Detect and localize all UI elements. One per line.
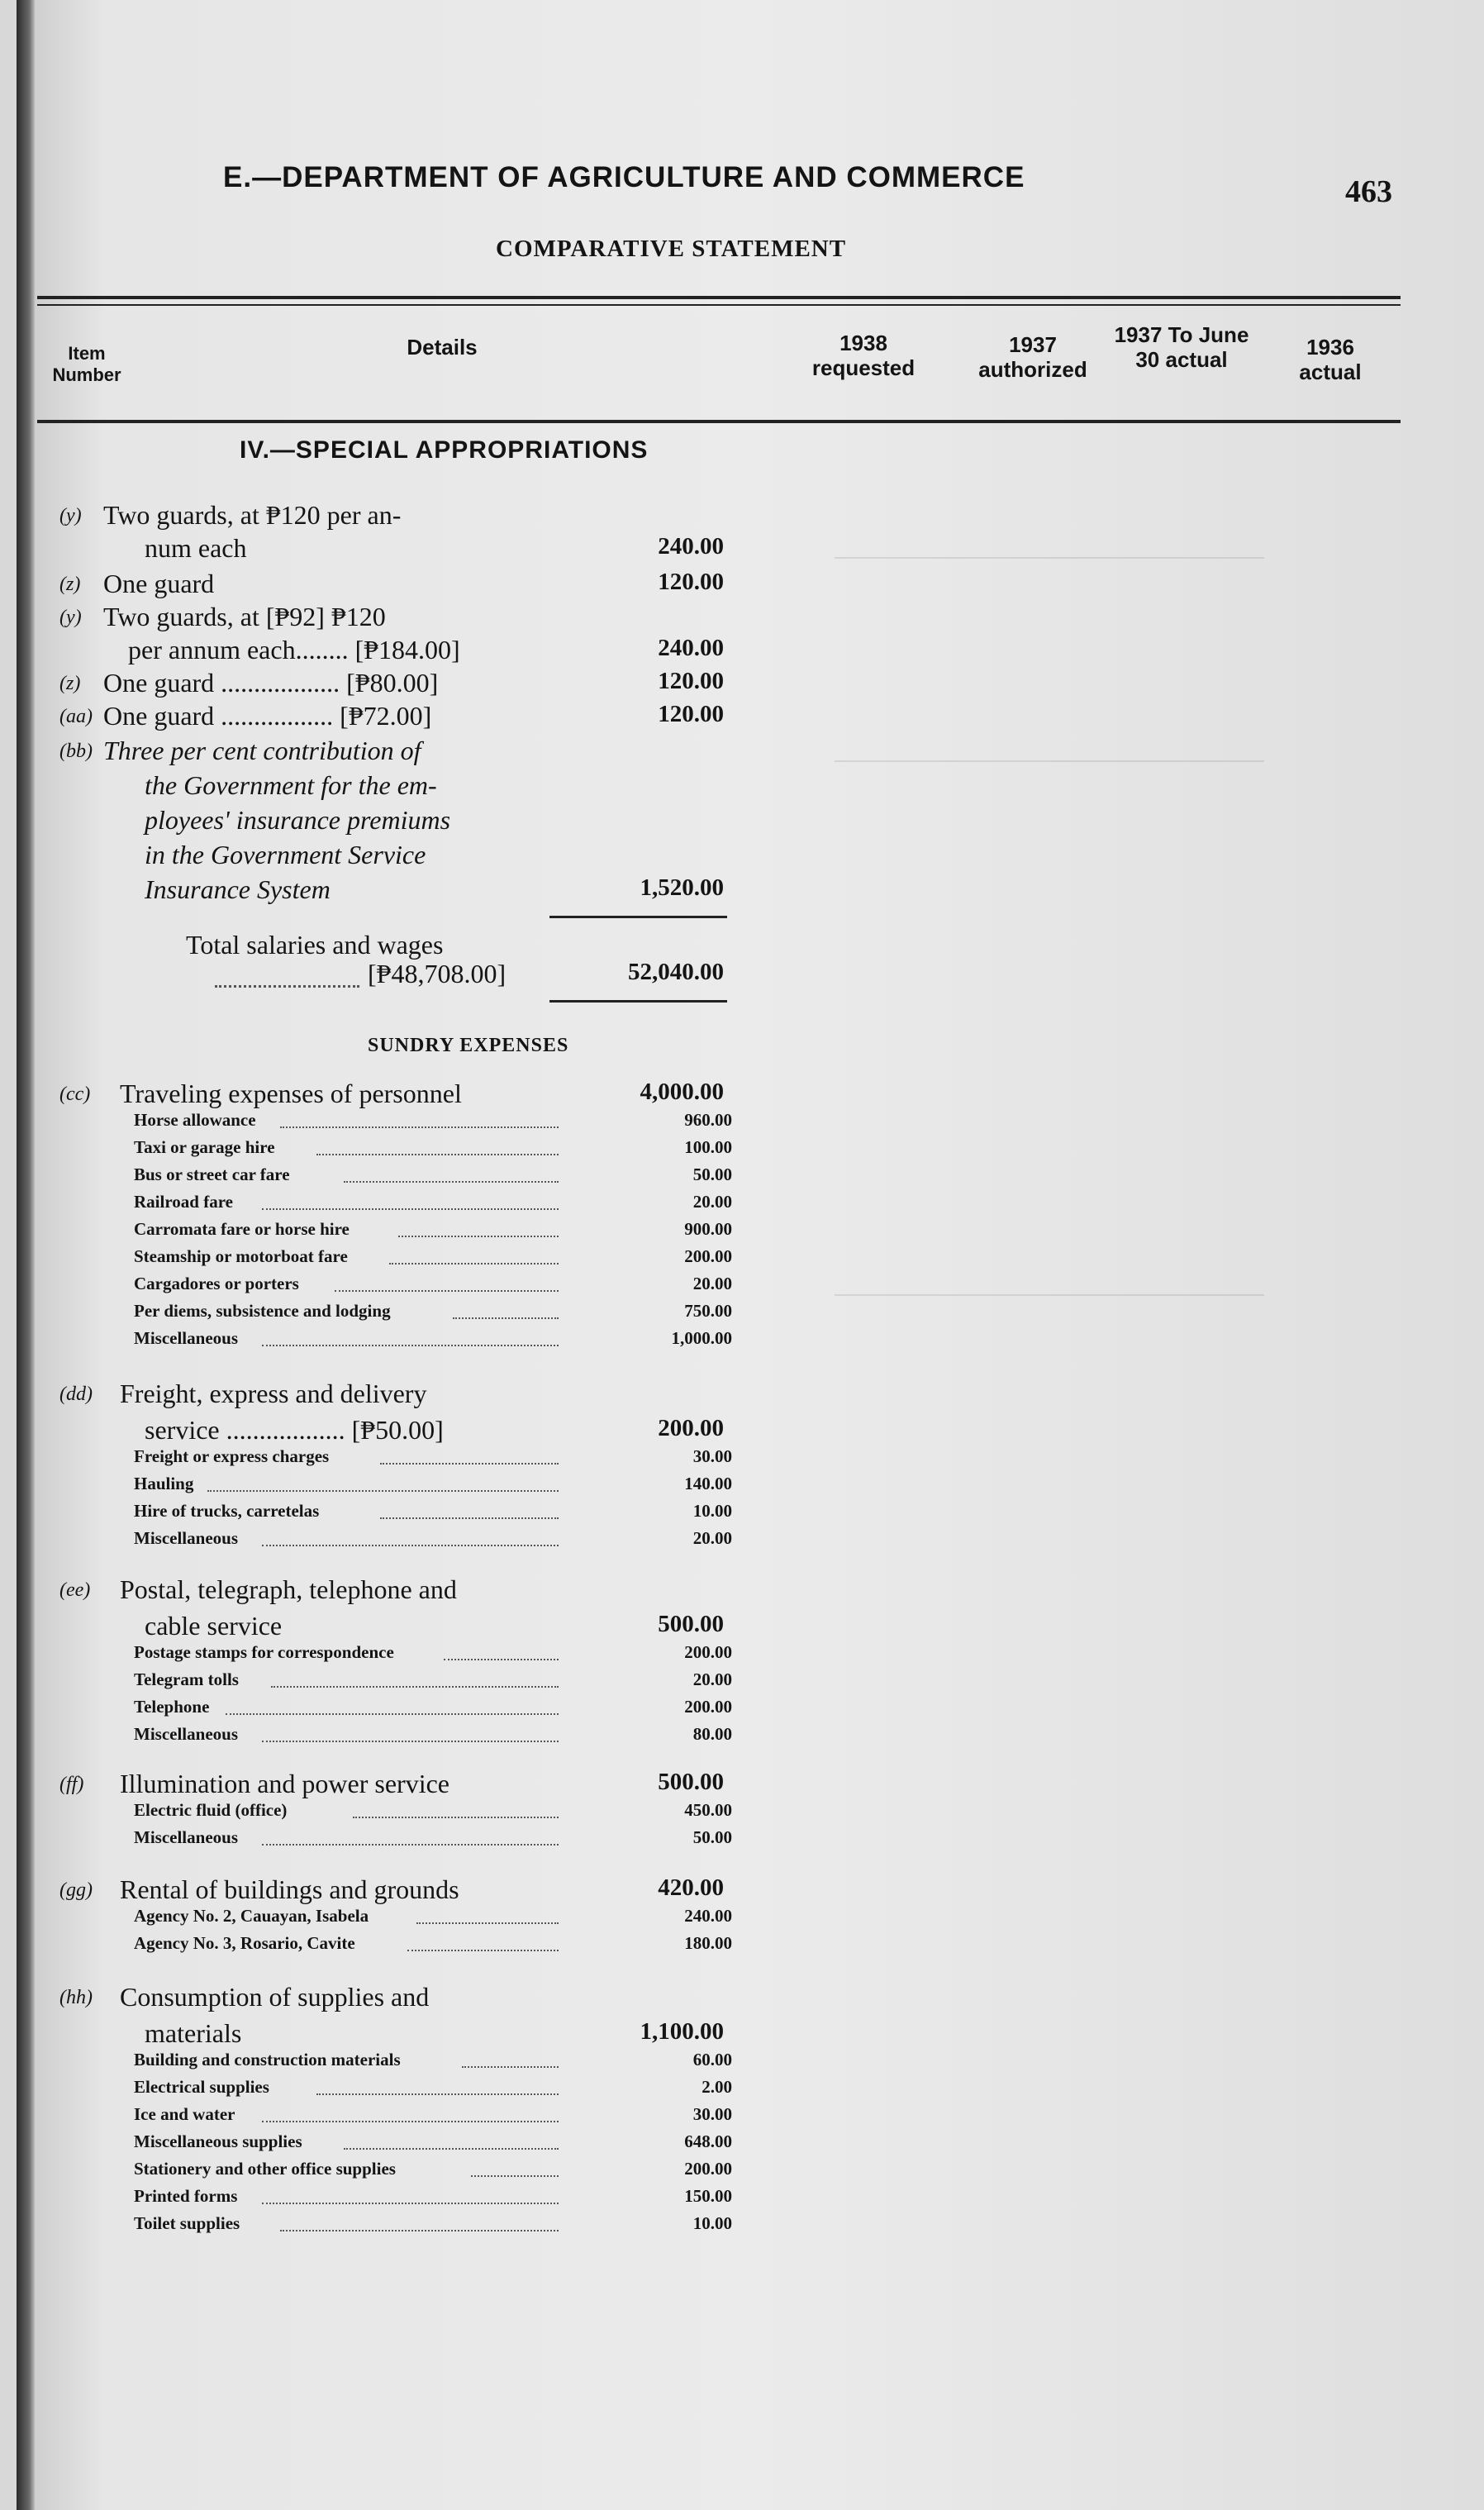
sundry-item — [0, 2213, 1484, 2240]
sundry-item-label: Stationery and other office supplies — [134, 2159, 396, 2179]
leader-dots — [398, 1236, 559, 1237]
sundry-item-label: Freight or express charges — [134, 1446, 330, 1466]
sundry-item-label: Electrical supplies — [134, 2077, 269, 2097]
item-tag: (cc) — [59, 1084, 91, 1105]
sundry-item-amount: 240.00 — [684, 1906, 732, 1926]
sundry-item-amount: 30.00 — [692, 1446, 732, 1466]
leader-dots — [262, 1208, 559, 1210]
top-rule-thick — [37, 296, 1401, 299]
item-tag: (ee) — [59, 1579, 91, 1601]
sundry-group-label: Freight, express and delivery — [120, 1379, 427, 1408]
salary-line-amount: 120.00 — [658, 569, 724, 595]
comparative-statement-title: COMPARATIVE STATEMENT — [496, 236, 847, 262]
col-details: Details — [407, 335, 478, 360]
sundry-item — [0, 1301, 1484, 1327]
leader-dots — [344, 2148, 559, 2150]
sundry-item-label: Telegram tolls — [134, 1669, 239, 1689]
leader-dots — [215, 985, 359, 988]
salary-line-text: num each — [145, 533, 247, 563]
leader-dots — [389, 1263, 559, 1265]
leader-dots — [462, 2066, 559, 2068]
salary-line-text: One guard ................. [₱72.00] — [103, 701, 432, 731]
sundry-group-amount: 500.00 — [658, 1611, 724, 1637]
sundry-group-label: Consumption of supplies and — [120, 1982, 430, 2012]
total-rule-top — [549, 916, 727, 918]
salary-line-amount: 240.00 — [658, 635, 724, 661]
sundry-item-amount: 200.00 — [684, 2159, 732, 2179]
leader-dots — [471, 2175, 559, 2177]
sundry-item-amount: 20.00 — [692, 1528, 732, 1548]
leader-dots — [262, 2121, 559, 2122]
sundry-item — [0, 1328, 1484, 1355]
sundry-item-label: Miscellaneous — [134, 1827, 238, 1847]
sundry-group-title — [0, 1982, 1484, 2018]
sundry-item — [0, 2186, 1484, 2212]
total-amount: 52,040.00 — [628, 959, 724, 985]
sundry-item-label: Steamship or motorboat fare — [134, 1246, 348, 1266]
sundry-group-label: Illumination and power service — [120, 1769, 449, 1798]
salary-line-text: the Government for the em- — [145, 770, 437, 800]
sundry-item-label: Postage stamps for correspondence — [134, 1642, 394, 1662]
sundry-item-amount: 10.00 — [692, 2213, 732, 2233]
leader-dots — [416, 1922, 559, 1924]
sundry-item-amount: 750.00 — [684, 1301, 732, 1321]
sundry-group-label: cable service — [145, 1611, 283, 1641]
sundry-item-label: Electric fluid (office) — [134, 1800, 288, 1820]
item-tag: (gg) — [59, 1879, 93, 1901]
sundry-item-label: Miscellaneous supplies — [134, 2131, 302, 2151]
sundry-item — [0, 2159, 1484, 2185]
item-tag: (dd) — [59, 1384, 93, 1405]
sundry-item-label: Building and construction materials — [134, 2050, 401, 2069]
sundry-group-amount: 200.00 — [658, 1415, 724, 1441]
sundry-item-amount: 50.00 — [692, 1165, 732, 1184]
sundry-item-label: Per diems, subsistence and lodging — [134, 1301, 391, 1321]
sundry-item — [0, 1827, 1484, 1854]
sundry-item-amount: 2.00 — [702, 2077, 732, 2097]
leader-dots — [335, 1290, 559, 1292]
sundry-item — [0, 1933, 1484, 1960]
bleed-through-shadow — [835, 488, 1297, 1296]
sundry-group-amount: 1,100.00 — [640, 2018, 724, 2045]
sundry-item-label: Bus or street car fare — [134, 1165, 290, 1184]
sundry-item — [0, 1642, 1484, 1669]
sundry-expenses-heading: SUNDRY EXPENSES — [368, 1035, 569, 1056]
sundry-item-amount: 1,000.00 — [671, 1328, 732, 1348]
page-number: 463 — [1345, 174, 1392, 209]
sundry-item — [0, 2104, 1484, 2131]
sundry-group-title — [0, 1574, 1484, 1611]
sundry-item-amount: 20.00 — [692, 1274, 732, 1293]
sundry-item-label: Hauling — [134, 1474, 194, 1493]
sundry-item-amount: 100.00 — [684, 1137, 732, 1157]
sundry-item-label: Carromata fare or horse hire — [134, 1219, 350, 1239]
salary-line-text: Two guards, at [₱92] ₱120 — [103, 602, 386, 631]
sundry-item-label: Railroad fare — [134, 1192, 233, 1212]
sundry-group-label: Traveling expenses of personnel — [120, 1079, 462, 1108]
leader-dots — [271, 1686, 559, 1688]
sundry-item — [0, 1906, 1484, 1932]
sundry-item-amount: 960.00 — [684, 1110, 732, 1130]
sundry-item-amount: 150.00 — [684, 2186, 732, 2206]
item-tag: (z) — [59, 574, 81, 595]
leader-dots — [453, 1317, 559, 1319]
sundry-item — [0, 2077, 1484, 2103]
leader-dots — [316, 2093, 559, 2095]
item-tag: (aa) — [59, 706, 93, 727]
sundry-item-label: Toilet supplies — [134, 2213, 240, 2233]
sundry-item — [0, 1800, 1484, 1827]
leader-dots — [316, 1154, 559, 1155]
total-rule-bottom — [549, 1000, 727, 1003]
sundry-item — [0, 1474, 1484, 1500]
sundry-item-label: Printed forms — [134, 2186, 238, 2206]
sundry-item — [0, 1528, 1484, 1555]
sundry-item-amount: 450.00 — [684, 1800, 732, 1820]
special-appropriations-heading: IV.—SPECIAL APPROPRIATIONS — [240, 436, 649, 464]
col-1937-to-june-30: 1937 To June 30 actual — [1114, 322, 1249, 372]
leader-dots — [262, 1844, 559, 1846]
sundry-item-label: Taxi or garage hire — [134, 1137, 275, 1157]
sundry-item — [0, 2050, 1484, 2076]
sundry-item-amount: 180.00 — [684, 1933, 732, 1953]
col-1937-authorized: 1937 authorized — [978, 332, 1087, 382]
sundry-item-label: Miscellaneous — [134, 1528, 238, 1548]
salary-line-text: per annum each........ [₱184.00] — [128, 635, 460, 664]
salary-line-text: ployees' insurance premiums — [145, 805, 451, 835]
sundry-item-label: Ice and water — [134, 2104, 235, 2124]
sundry-item-amount: 80.00 — [692, 1724, 732, 1744]
sundry-item-amount: 10.00 — [692, 1501, 732, 1521]
leader-dots — [280, 1126, 559, 1128]
salary-line-text: Insurance System — [145, 874, 331, 904]
item-tag: (z) — [59, 673, 81, 694]
header-bottom-rule — [37, 420, 1401, 423]
item-tag: (y) — [59, 607, 82, 628]
sundry-group-amount: 4,000.00 — [640, 1079, 724, 1105]
sundry-item — [0, 1669, 1484, 1696]
sundry-group-label: materials — [145, 2018, 242, 2048]
total-label: Total salaries and wages — [186, 930, 444, 960]
leader-dots — [280, 2230, 559, 2231]
salary-line-amount: 1,520.00 — [640, 874, 724, 901]
sundry-item-amount: 648.00 — [684, 2131, 732, 2151]
sundry-group-amount: 420.00 — [658, 1874, 724, 1901]
item-tag: (bb) — [59, 741, 93, 762]
sundry-group-label: Postal, telegraph, telephone and — [120, 1574, 457, 1604]
item-tag: (ff) — [59, 1774, 84, 1795]
sundry-item-amount: 60.00 — [692, 2050, 732, 2069]
sundry-item — [0, 1697, 1484, 1723]
leader-dots — [353, 1817, 559, 1818]
sundry-item-amount: 50.00 — [692, 1827, 732, 1847]
sundry-group-label: Rental of buildings and grounds — [120, 1874, 459, 1904]
leader-dots — [262, 1345, 559, 1346]
sundry-item-amount: 200.00 — [684, 1642, 732, 1662]
col-1936-actual: 1936 actual — [1299, 335, 1362, 384]
sundry-item — [0, 2131, 1484, 2158]
sundry-item-amount: 30.00 — [692, 2104, 732, 2124]
sundry-group-title — [0, 1379, 1484, 1415]
top-rule-thin — [37, 304, 1401, 306]
leader-dots — [380, 1463, 559, 1465]
sundry-item — [0, 1501, 1484, 1527]
leader-dots — [262, 1741, 559, 1742]
salary-line-text: One guard — [103, 569, 215, 598]
salary-line-amount: 120.00 — [658, 701, 724, 727]
leader-dots — [380, 1517, 559, 1519]
sundry-item-label: Miscellaneous — [134, 1724, 238, 1744]
sundry-item-amount: 200.00 — [684, 1246, 732, 1266]
salary-line-amount: 120.00 — [658, 668, 724, 694]
sundry-item-amount: 140.00 — [684, 1474, 732, 1493]
sundry-group-label: service .................. [₱50.00] — [145, 1415, 444, 1445]
sundry-item — [0, 1446, 1484, 1473]
sundry-item-label: Miscellaneous — [134, 1328, 238, 1348]
leader-dots — [444, 1659, 559, 1660]
sundry-item-amount: 20.00 — [692, 1192, 732, 1212]
col-1938-requested: 1938 requested — [811, 331, 916, 380]
sundry-item-amount: 20.00 — [692, 1669, 732, 1689]
item-tag: (y) — [59, 505, 82, 526]
sundry-item-amount: 900.00 — [684, 1219, 732, 1239]
sundry-item-label: Telephone — [134, 1697, 210, 1717]
leader-dots — [226, 1713, 559, 1715]
item-tag: (hh) — [59, 1987, 93, 2008]
sundry-item — [0, 1724, 1484, 1750]
salary-line-amount: 240.00 — [658, 533, 724, 560]
leader-dots — [262, 1545, 559, 1546]
salary-line-text: One guard .................. [₱80.00] — [103, 668, 439, 698]
sundry-item-label: Hire of trucks, carretelas — [134, 1501, 320, 1521]
total-prior-amount: [₱48,708.00] — [368, 959, 507, 988]
sundry-item-amount: 200.00 — [684, 1697, 732, 1717]
col-item-number: Item Number — [52, 343, 121, 385]
leader-dots — [407, 1950, 559, 1951]
sundry-item-label: Agency No. 2, Cauayan, Isabela — [134, 1906, 369, 1926]
sundry-item-label: Horse allowance — [134, 1110, 256, 1130]
sundry-item-label: Agency No. 3, Rosario, Cavite — [134, 1933, 355, 1953]
leader-dots — [207, 1490, 559, 1492]
department-header: E.—DEPARTMENT OF AGRICULTURE AND COMMERCE — [223, 161, 1025, 193]
salary-line-text: Three per cent contribution of — [103, 736, 421, 765]
salary-line-text: in the Government Service — [145, 840, 426, 869]
salary-line-text: Two guards, at ₱120 per an- — [103, 500, 402, 530]
sundry-item-label: Cargadores or porters — [134, 1274, 299, 1293]
leader-dots — [262, 2203, 559, 2204]
leader-dots — [344, 1181, 559, 1183]
sundry-group-amount: 500.00 — [658, 1769, 724, 1795]
